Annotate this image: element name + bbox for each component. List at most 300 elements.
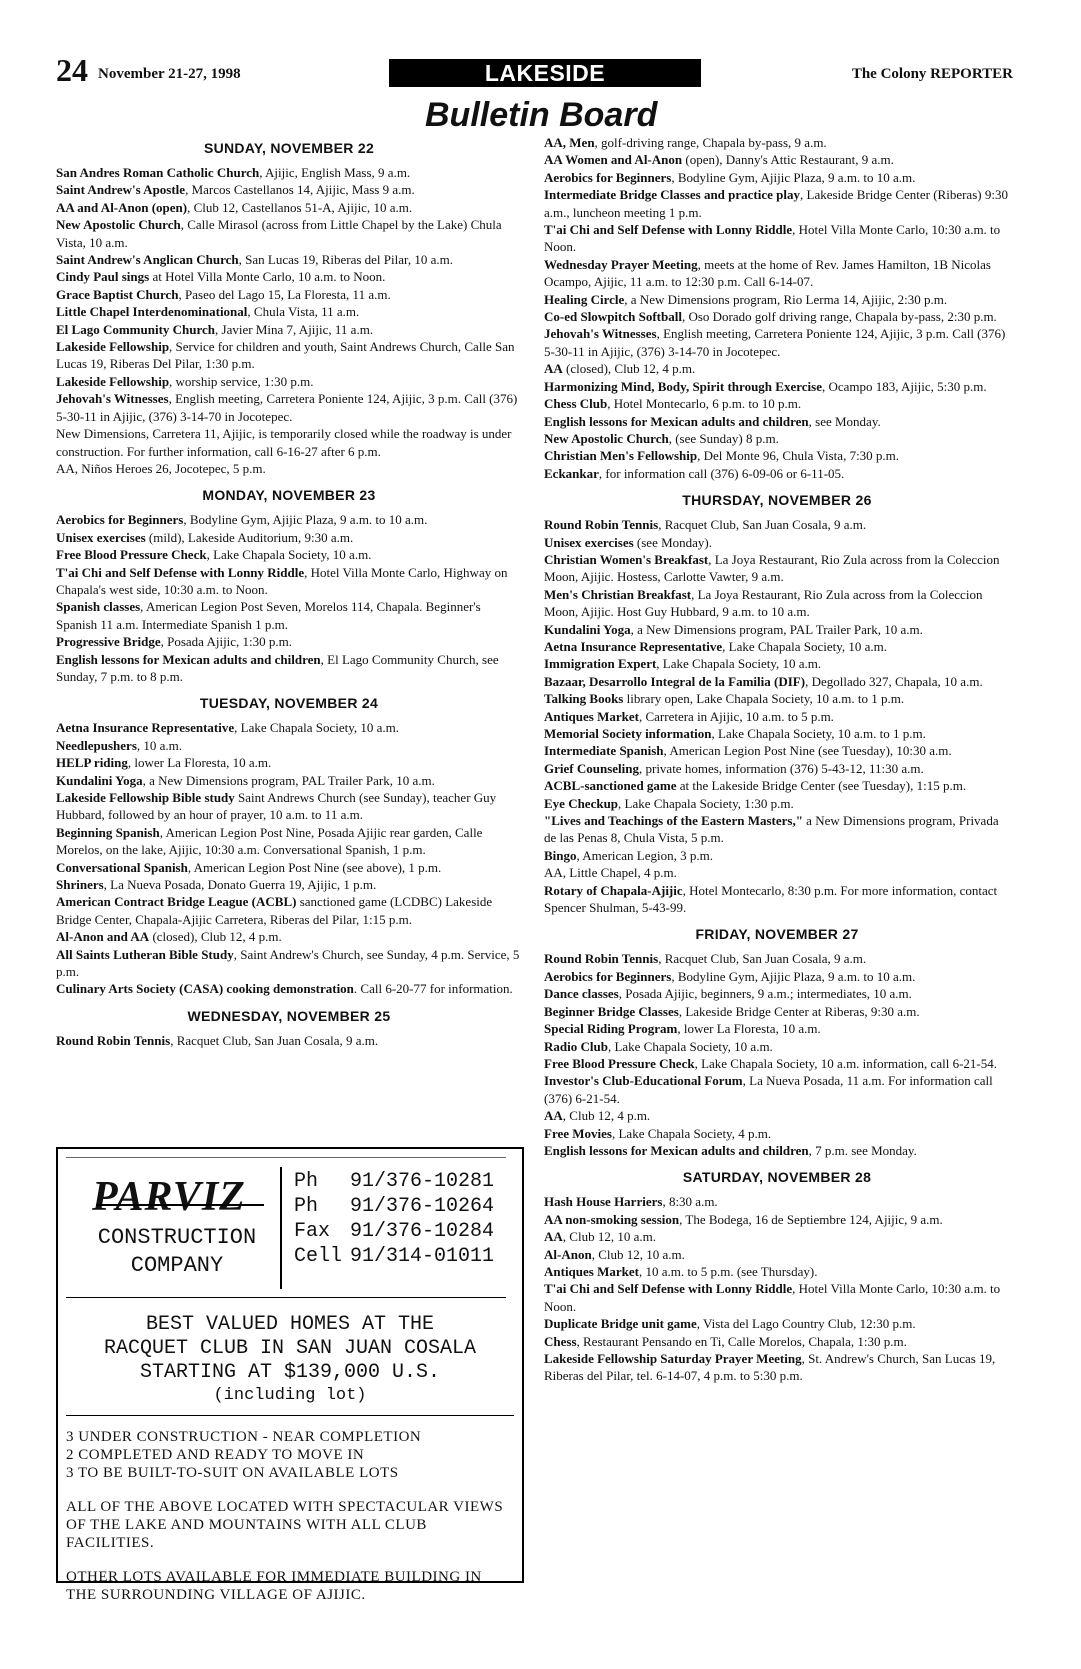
entry-details: , golf-driving range, Chapala by-pass, 9 a.m. (594, 135, 827, 150)
entry-title: Culinary Arts Society (CASA) cooking demonstration (56, 981, 354, 997)
bulletin-entry (56, 460, 522, 477)
entry-details: , Marcos Castellanos 14, Ajijic, Mass 9 a.m. (185, 182, 415, 198)
entry-title: Kundalini Yoga (56, 772, 143, 788)
entry-details: , Javier Mina 7, Ajijic, 11 a.m. (215, 321, 374, 337)
bulletin-entry (56, 651, 522, 686)
phone-list (294, 1169, 514, 1269)
list-item: 2 COMPLETED AND READY TO MOVE IN (66, 1447, 365, 1463)
entry-details: , worship service, 1:30 p.m. (169, 373, 314, 389)
page-header (56, 52, 1013, 88)
entry-title: Duplicate Bridge unit game (544, 1316, 697, 1332)
entry-title: New Apostolic Church (56, 217, 181, 233)
entry-details: , Hotel Villa Monte Carlo, 10:30 a.m. to Noon. (544, 1281, 1001, 1314)
bulletin-entry (544, 151, 1010, 168)
bulletin-entry (544, 1315, 1010, 1332)
entry-title: Aetna Insurance Representative (544, 638, 723, 654)
bulletin-entry (56, 268, 522, 285)
list-item: 3 TO BE BUILT-TO-SUIT ON AVAILABLE LOTS (66, 1465, 399, 1481)
bulletin-entry (544, 690, 1010, 707)
bulletin-entry (544, 655, 1010, 672)
entry-title: New Apostolic Church (544, 430, 669, 446)
bulletin-entry (56, 546, 522, 563)
bulletin-entry (56, 876, 522, 893)
bulletin-entry (544, 1228, 1010, 1245)
entry-details: , 8:30 a.m. (662, 1194, 718, 1210)
entry-details: , Posada Ajijic, beginners, 9 a.m.; intermediates, 10 a.m. (618, 986, 912, 1002)
entry-title: Chess (544, 1333, 577, 1349)
bulletin-entry (544, 725, 1010, 742)
entry-title: Healing Circle (544, 291, 625, 307)
entry-title: "Lives and Teachings of the Eastern Masters," (544, 813, 803, 829)
entry-details: , Saint Andrew's Church, see Sunday, 4 p.m. Service, 5 p.m. (56, 946, 520, 980)
entry-title: Jehovah's Witnesses (56, 391, 169, 407)
entry-details: , Ocampo 183, Ajijic, 5:30 p.m. (821, 378, 987, 394)
entry-title: Round Robin Tennis (544, 951, 659, 967)
entry-title: Lakeside Fellowship (56, 339, 170, 355)
entry-details: , lower La Floresta, 10 a.m. (127, 755, 272, 771)
bulletin-entry (56, 251, 522, 268)
bulletin-entry (56, 511, 522, 528)
entry-title: Saint Andrew's Apostle (56, 182, 186, 198)
entry-title: Dance classes (544, 986, 619, 1002)
bulletin-entry (56, 928, 522, 945)
bulletin-entry (544, 413, 1010, 430)
bulletin-entry (544, 1125, 1010, 1142)
bulletin-entry (544, 430, 1010, 447)
bulletin-entry (544, 621, 1010, 638)
entry-details: , St. Andrew's Church, San Lucas 19, Riberas del Pilar, tel. 6-14-07, 4 p.m. to 5:30 p.m. (544, 1351, 996, 1384)
entry-title: Needlepushers (56, 737, 137, 753)
entry-details: , for information call (376) 6-09-06 or 6-11-05. (598, 465, 845, 481)
bulletin-entry (56, 164, 522, 181)
entry-title: Antiques Market (544, 1263, 639, 1279)
bulletin-entry (56, 390, 522, 425)
entry-details: , Carretera in Ajijic, 10 a.m. to 5 p.m. (638, 708, 834, 724)
entry-title: Harmonizing Mind, Body, Spirit through Exercise (544, 378, 822, 394)
bulletin-entry (56, 303, 522, 320)
entry-details: a New Dimensions program, Privada de las Penas 8, Chula Vista, 5 p.m. (544, 813, 999, 846)
entry-details: , La Nueva Posada, Donato Guerra 19, Ajijic, 1 p.m. (103, 877, 377, 893)
entry-details: , San Lucas 19, Riberas del Pilar, 10 a.m. (238, 252, 453, 268)
entry-title: Round Robin Tennis (56, 1032, 171, 1048)
entry-title: Free Movies (544, 1125, 612, 1141)
bulletin-entry (544, 1193, 1010, 1210)
bulletin-entry (544, 985, 1010, 1002)
entry-details: Saint Andrews Church (see Sunday), teacher Guy Hubbard, followed by an hour of prayer, 10 a.m. to 11 a.m. (56, 790, 497, 823)
entry-title: All Saints Lutheran Bible Study (56, 946, 234, 962)
bulletin-entry (56, 598, 522, 633)
entry-details: , The Bodega, 16 de Septiembre 124, Ajijic, 9 a.m. (679, 1211, 943, 1227)
entry-title: Spanish classes (56, 599, 141, 615)
entry-details: , Bodyline Gym, Ajijic Plaza, 9 a.m. to 10 a.m. (671, 169, 916, 185)
entry-details: (closed), Club 12, 4 p.m. (149, 929, 282, 945)
entry-details: , 7 p.m. see Monday. (808, 1142, 917, 1158)
entry-title: Christian Men's Fellowship (544, 448, 698, 464)
entry-title: Memorial Society information (544, 726, 712, 741)
entry-details: at Hotel Villa Monte Carlo, 10 a.m. to Noon. (149, 269, 386, 285)
bulletin-entry (56, 1032, 522, 1049)
entry-title: Aetna Insurance Representative (56, 720, 235, 736)
entry-title: Jehovah's Witnesses (544, 326, 657, 342)
entry-title: Kundalini Yoga (544, 621, 631, 637)
entry-title: Co-ed Slowpitch Softball (544, 309, 682, 325)
bulletin-entry (544, 465, 1010, 482)
ad-headline: BEST VALUED HOMES AT THE RACQUET CLUB IN SAN JUAN COSALA STARTING AT $139,000 U.S. (103, 1313, 477, 1384)
ad-divider (66, 1415, 514, 1416)
bulletin-entry (544, 1280, 1010, 1315)
entry-details: , Lake Chapala Society, 4 p.m. (611, 1125, 772, 1141)
entry-title: San Andres Roman Catholic Church (56, 165, 260, 180)
entry-details: , American Legion Post Nine (see above), 1 p.m. (187, 859, 442, 875)
bulletin-entry (544, 1020, 1010, 1037)
entry-title: Men's Christian Breakfast (544, 586, 692, 602)
entry-details: , English meeting, Carretera Poniente 124, Ajijic, 3 p.m. Call (376) 5-30-11 in Ajijic, (376) 3-14-70 in Jocotepec. (544, 326, 1006, 359)
list-item: 3 UNDER CONSTRUCTION - NEAR COMPLETION (66, 1429, 422, 1445)
entry-title: AA (544, 1229, 563, 1245)
bulletin-entry (544, 673, 1010, 690)
entry-details: , Hotel Villa Monte Carlo, Highway on Chapala's west side, 10:30 a.m. to Noon. (56, 564, 508, 597)
entry-details: , American Legion, 3 p.m. (576, 847, 713, 863)
bulletin-entry (544, 1333, 1010, 1350)
entry-title: Eckankar (544, 465, 599, 481)
entry-title: English lessons for Mexican adults and children (544, 1142, 809, 1158)
day-heading: THURSDAY, NOVEMBER 26 (682, 492, 872, 509)
entry-details: , a New Dimensions program, Rio Lerma 14, Ajijic, 2:30 p.m. (624, 291, 948, 307)
entry-title: Aerobics for Beginners (544, 968, 672, 984)
bulletin-entry (56, 286, 522, 303)
bulletin-entry (56, 373, 522, 390)
entry-details: , Posada Ajijic, 1:30 p.m. (160, 634, 293, 650)
logo-name: PARVIZ (92, 1174, 246, 1220)
cell-row: Cell 91/314-01011 (294, 1245, 495, 1268)
entry-details: , meets at the home of Rev. James Hamilton, 1B Nicolas Ocampo, Ajijic, 11 a.m. to 12:30 p.m. Call 6-14-07. (544, 256, 991, 290)
entry-details: , Racquet Club, San Juan Cosala, 9 a.m. (658, 951, 867, 967)
bulletin-entry (544, 1142, 1010, 1159)
company-line-2: COMPANY (130, 1253, 224, 1278)
entry-details: , Degollado 327, Chapala, 10 a.m. (805, 673, 983, 689)
entry-details: , Lake Chapala Society, 10 a.m. information, call 6-21-54. (694, 1055, 997, 1071)
entry-details: , 10 a.m. to 5 p.m. (see Thursday). (638, 1263, 818, 1279)
bulletin-entry (544, 1107, 1010, 1124)
entry-details: , Club 12, 10 a.m. (562, 1229, 656, 1245)
bulletin-entry (544, 534, 1010, 551)
bulletin-entry (544, 360, 1010, 377)
entry-title: AA and Al-Anon (open) (56, 199, 188, 215)
entry-title: El Lago Community Church (56, 321, 216, 337)
entry-title: Beginner Bridge Classes (544, 1003, 679, 1019)
entry-title: Bazaar, Desarrollo Integral de la Familia (DIF) (544, 673, 806, 689)
bulletin-entry (544, 447, 1010, 464)
entry-title: American Contract Bridge League (ACBL) (56, 894, 297, 910)
entry-title: AA (544, 361, 563, 377)
entry-details: , Lake Chapala Society, 10 a.m. (656, 656, 822, 672)
entry-title: Antiques Market (544, 708, 639, 724)
entry-details: (see Monday). (633, 534, 712, 550)
bulletin-entry (544, 812, 1010, 847)
entry-details: , Lake Chapala Society, 1:30 p.m. (618, 795, 794, 811)
entry-title: Grace Baptist Church (56, 286, 179, 302)
entry-title: ACBL-sanctioned game (544, 778, 677, 794)
entry-details: , Restaurant Pensando en Ti, Calle Morelos, Chapala, 1:30 p.m. (576, 1333, 907, 1349)
entry-title: Al-Anon and AA (56, 929, 150, 945)
entry-details: , Bodyline Gym, Ajijic Plaza, 9 a.m. to 10 a.m. (183, 512, 428, 528)
entry-details: , Hotel Villa Monte Carlo, 10:30 a.m. to Noon. (544, 222, 1001, 255)
entry-details: AA, Niños Heroes 26, Jocotepec, 5 p.m. (56, 460, 266, 476)
entry-title: HELP riding (56, 755, 128, 771)
bulletin-entry (56, 859, 522, 876)
entry-title: Lakeside Fellowship (56, 373, 170, 389)
entry-details: , La Nueva Posada, 11 a.m. For information call (376) 6-21-54. (544, 1073, 993, 1106)
bulletin-entry (56, 789, 522, 824)
entry-details: AA, Little Chapel, 4 p.m. (544, 865, 677, 881)
bulletin-entry (544, 516, 1010, 533)
issue-date: November 21-27, 1998 (98, 66, 241, 82)
entry-details: , Lakeside Bridge Center (Riberas) 9:30 a.m., luncheon meeting 1 p.m. (544, 187, 1008, 220)
entry-details: , La Joya Restaurant, Rio Zula across from la Coleccion Moon, Ajijic. Hostess, Carlotte Vawter, 9 a.m. (544, 551, 1000, 585)
entry-title: Hash House Harriers (544, 1194, 663, 1210)
entry-title: Progressive Bridge (56, 634, 161, 650)
entry-details: (open), Danny's Attic Restaurant, 9 a.m. (682, 152, 894, 168)
bulletin-entry (56, 824, 522, 859)
bulletin-entry (56, 529, 522, 546)
bulletin-entry (544, 134, 1010, 151)
entry-title: Grief Counseling (544, 760, 639, 776)
page-title: Bulletin Board (425, 96, 658, 134)
left-column (56, 140, 522, 1049)
entry-title: Special Riding Program (544, 1021, 678, 1037)
bulletin-entry (544, 256, 1010, 291)
bulletin-entry (544, 1072, 1010, 1107)
bulletin-entry (56, 946, 522, 981)
section-banner: LAKESIDE (389, 59, 701, 87)
bulletin-entry (56, 980, 522, 997)
entry-details: , private homes, information (376) 5-43-12, 11:30 a.m. (638, 760, 924, 776)
bulletin-entry (544, 325, 1010, 360)
entry-details: , English meeting, Carretera Poniente 124, Ajijic, 3 p.m. Call (376) 5-30-11 in Ajijic, (376) 3-14-70 in Jocotepec. (56, 391, 518, 424)
bulletin-entry (544, 777, 1010, 794)
phone-row: Ph 91/376-10264 (294, 1195, 495, 1218)
entry-details: . Call 6-20-77 for information. (353, 981, 513, 997)
entry-details: , see Monday. (808, 413, 881, 429)
entry-details: , Lakeside Bridge Center at Riberas, 9:30 a.m. (678, 1003, 920, 1019)
entry-details: , Racquet Club, San Juan Cosala, 9 a.m. (170, 1032, 379, 1048)
entry-title: T'ai Chi and Self Defense with Lonny Riddle (56, 564, 305, 580)
entry-title: Intermediate Spanish (544, 743, 664, 759)
page-number: 24 (56, 52, 88, 88)
entry-title: Immigration Expert (544, 656, 657, 672)
bulletin-entry (56, 425, 522, 460)
company-logo (66, 1167, 282, 1289)
ad-divider (66, 1157, 506, 1158)
bulletin-entry (544, 638, 1010, 655)
entry-details: , Lake Chapala Society, 10 a.m. (206, 547, 372, 563)
entry-title: Free Blood Pressure Check (56, 547, 207, 563)
bulletin-entry (544, 1038, 1010, 1055)
entry-details: , a New Dimensions program, PAL Trailer Park, 10 a.m. (142, 772, 435, 788)
ad-paragraph: ALL OF THE ABOVE LOCATED WITH SPECTACULAR VIEWS OF THE LAKE AND MOUNTAINS WITH ALL CLUB FACILITIES. (66, 1499, 504, 1551)
day-heading: WEDNESDAY, NOVEMBER 25 (187, 1007, 391, 1024)
bulletin-entry (544, 760, 1010, 777)
bulletin-entry (544, 847, 1010, 864)
entry-details: , a New Dimensions program, PAL Trailer Park, 10 a.m. (630, 621, 923, 637)
bulletin-entry (56, 338, 522, 373)
entry-details: , Lake Chapala Society, 10 a.m. (722, 638, 887, 654)
day-heading: SATURDAY, NOVEMBER 28 (682, 1169, 872, 1186)
parviz-advertisement (56, 1147, 524, 1603)
entry-title: Unisex exercises (544, 534, 634, 550)
bulletin-entry (56, 893, 522, 928)
entry-title: Aerobics for Beginners (56, 512, 184, 528)
bulletin-entry (56, 181, 522, 198)
entry-title: AA non-smoking session (544, 1211, 680, 1227)
entry-title: Shriners (56, 877, 104, 893)
bulletin-entry (56, 772, 522, 789)
entry-details: , El Lago Community Church, see Sunday, 7 p.m. to 8 p.m. (56, 651, 499, 684)
bulletin-entry (544, 795, 1010, 812)
bulletin-entry (544, 378, 1010, 395)
entry-title: AA Women and Al-Anon (544, 152, 683, 168)
bulletin-entry (544, 1263, 1010, 1280)
entry-title: Christian Women's Breakfast (544, 551, 709, 567)
bulletin-entry (544, 291, 1010, 308)
entry-title: Bingo (544, 847, 577, 863)
entry-title: Beginning Spanish (56, 824, 160, 840)
entry-details: at the Lakeside Bridge Center (see Tuesday), 1:15 p.m. (676, 778, 967, 794)
entry-title: AA, Men (544, 135, 595, 150)
bulletin-entry (56, 564, 522, 599)
fax-row: Fax 91/376-10284 (294, 1220, 495, 1243)
entry-details: , American Legion Post Seven, Morelos 114, Chapala. Beginner's Spanish 11 a.m. Intermediate Spanish 1 p.m. (56, 599, 481, 632)
bulletin-entry (56, 321, 522, 338)
logo-underline (96, 1204, 264, 1206)
entry-title: Free Blood Pressure Check (544, 1055, 695, 1071)
entry-title: Al-Anon (544, 1246, 592, 1262)
entry-details: , Club 12, 4 p.m. (562, 1108, 651, 1124)
bulletin-entry (544, 221, 1010, 256)
entry-title: T'ai Chi and Self Defense with Lonny Riddle (544, 1281, 793, 1297)
entry-details: , Racquet Club, San Juan Cosala, 9 a.m. (658, 517, 867, 533)
entry-details: , 10 a.m. (136, 737, 183, 753)
entry-details: , Bodyline Gym, Ajijic Plaza, 9 a.m. to 10 a.m. (671, 968, 916, 984)
entry-title: Saint Andrew's Anglican Church (56, 252, 239, 268)
entry-details: , Lake Chapala Society, 10 a.m. (607, 1038, 773, 1054)
entry-title: T'ai Chi and Self Defense with Lonny Riddle (544, 222, 793, 238)
bulletin-entry (56, 633, 522, 650)
right-column (544, 134, 1010, 1385)
entry-title: Wednesday Prayer Meeting (544, 256, 698, 272)
entry-details: (mild), Lakeside Auditorium, 9:30 a.m. (145, 529, 354, 545)
entry-details: , Hotel Montecarlo, 6 p.m. to 10 p.m. (607, 396, 802, 412)
entry-title: Round Robin Tennis (544, 517, 659, 533)
entry-title: Intermediate Bridge Classes and practice play (544, 187, 801, 203)
entry-title: Eye Checkup (544, 795, 619, 811)
company-line-1: CONSTRUCTION (97, 1225, 257, 1250)
entry-details: , American Legion Post Nine, Posada Ajijic rear garden, Calle Morelos, on the lake, Ajijic, 10:30 a.m. Conversational Spanish, 1 p.m. (56, 824, 483, 858)
entry-title: Chess Club (544, 396, 608, 412)
entry-details: , Club 12, 10 a.m. (591, 1246, 685, 1262)
entry-details: , La Joya Restaurant, Rio Zula across from la Coleccion Moon, Ajijic. Host Guy Hubbard, 9 a.m. to 10 a.m. (544, 586, 983, 620)
entry-details: , Service for children and youth, Saint Andrews Church, Calle San Lucas 19, Riberas Del Pilar, 1:30 p.m. (56, 339, 515, 372)
bulletin-entry (544, 1055, 1010, 1072)
bulletin-entry (544, 1211, 1010, 1228)
bulletin-entry (544, 1350, 1010, 1385)
entry-title: English lessons for Mexican adults and children (544, 413, 809, 429)
bulletin-entry (56, 216, 522, 251)
entry-details: , Hotel Montecarlo, 8:30 p.m. For more information, contact Spencer Shulman, 5-43-99. (544, 882, 998, 916)
bulletin-entry (56, 719, 522, 736)
entry-title: AA (544, 1108, 563, 1124)
entry-details: , Calle Mirasol (across from Little Chapel by the Lake) Chula Vista, 10 a.m. (56, 217, 502, 250)
entry-details: (closed), Club 12, 4 p.m. (562, 361, 696, 377)
entry-title: Cindy Paul sings (56, 269, 150, 285)
entry-details: library open, Lake Chapala Society, 10 a.m. to 1 p.m. (623, 691, 905, 707)
bulletin-entry (544, 950, 1010, 967)
entry-title: Talking Books (544, 691, 624, 707)
bulletin-entry (544, 1003, 1010, 1020)
bulletin-entry (544, 864, 1010, 881)
day-heading: SUNDAY, NOVEMBER 22 (203, 140, 375, 156)
entry-details: , lower La Floresta, 10 a.m. (677, 1021, 821, 1037)
entry-details: , Paseo del Lago 15, La Floresta, 11 a.m. (178, 286, 391, 302)
entry-title: Lakeside Fellowship Saturday Prayer Meeting (544, 1351, 802, 1366)
entry-details: New Dimensions, Carretera 11, Ajijic, is temporarily closed while the roadway is under construction. For further information, call 6-16-27 after 6 p.m. (56, 426, 512, 459)
entry-details: , Oso Dorado golf driving range, Chapala by-pass, 2:30 p.m. (681, 309, 997, 325)
entry-title: Investor's Club-Educational Forum (544, 1073, 743, 1089)
newspaper-name: The Colony REPORTER (851, 66, 1013, 82)
entry-title: Radio Club (544, 1038, 608, 1054)
bulletin-entry (544, 186, 1010, 221)
bulletin-entry (544, 742, 1010, 759)
entry-title: English lessons for Mexican adults and children (56, 651, 321, 667)
entry-details: , Chula Vista, 11 a.m. (247, 304, 360, 320)
entry-details: , Lake Chapala Society, 10 a.m. (234, 720, 399, 736)
entry-title: Conversational Spanish (56, 859, 188, 875)
bulletin-entry (544, 551, 1010, 586)
entry-details: , Club 12, Castellanos 51-A, Ajijic, 10 a.m. (187, 199, 413, 215)
bulletin-entry (544, 1246, 1010, 1263)
bulletin-entry (56, 737, 522, 754)
bulletin-entry (544, 586, 1010, 621)
ad-divider (66, 1297, 506, 1298)
bulletin-entry (544, 395, 1010, 412)
ad-subline: (including lot) (213, 1386, 367, 1405)
bulletin-entry (544, 308, 1010, 325)
bulletin-entry (544, 708, 1010, 725)
entry-details: , (see Sunday) 8 p.m. (668, 430, 779, 446)
day-heading: TUESDAY, NOVEMBER 24 (199, 695, 379, 712)
entry-details: , Lake Chapala Society, 10 a.m. to 1 p.m. (711, 726, 926, 741)
bulletin-entry (544, 169, 1010, 186)
entry-details: , Ajijic, English Mass, 9 a.m. (259, 165, 411, 180)
entry-details: , Del Monte 96, Chula Vista, 7:30 p.m. (697, 448, 900, 464)
ad-availability-list (66, 1428, 522, 1482)
entry-title: Lakeside Fellowship Bible study (56, 790, 235, 805)
entry-title: Aerobics for Beginners (544, 169, 672, 185)
ad-paragraph: OTHER LOTS AVAILABLE FOR IMMEDIATE BUILDING IN THE SURROUNDING VILLAGE OF AJIJIC. (66, 1569, 482, 1603)
bulletin-entry (544, 968, 1010, 985)
bulletin-entry (544, 882, 1010, 917)
entry-details: sanctioned game (LCDBC) Lakeside Bridge Center, Chapala-Ajijic Carretera, Riberas del Pilar, 1:15 p.m. (56, 894, 493, 927)
entry-details: , Vista del Lago Country Club, 12:30 p.m. (696, 1316, 916, 1332)
entry-title: Rotary of Chapala-Ajijic (544, 882, 683, 898)
bulletin-entry (56, 199, 522, 216)
entry-title: Little Chapel Interdenominational (56, 304, 248, 320)
entry-title: Unisex exercises (56, 529, 146, 545)
day-heading: FRIDAY, NOVEMBER 27 (695, 926, 859, 943)
bulletin-entry (56, 754, 522, 771)
entry-details: , American Legion Post Nine (see Tuesday), 10:30 a.m. (663, 743, 952, 759)
day-heading: MONDAY, NOVEMBER 23 (202, 487, 376, 504)
